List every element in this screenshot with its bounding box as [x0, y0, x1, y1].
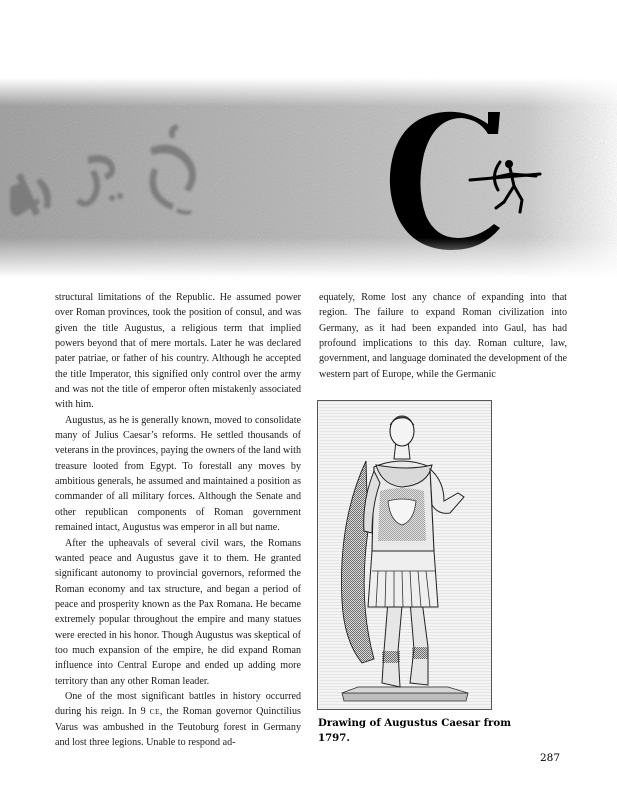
statue-drawing [318, 401, 491, 709]
paragraph [55, 689, 301, 750]
banner-background [0, 78, 617, 278]
paragraph-text: , the Roman governor Quinctilius Varus was ambushed in the Teutoburg forest in Germany and lost three legions. Unable to respond ad- [55, 706, 301, 748]
paragraph: After the upheavals of several civil wars, the Romans wanted peace and Augustus gave it to them. He granted significant autonomy to provincial governors, reformed the Roman economy and tax structure, and began a period of peace and prosperity known as the Pax Romana. He became extremely popular throughout the empire and many statues were erected in his honor. Though Augustus was skeptical of too much expansion of the empire, he did expand Roman influence into Central Europe and ended up adding more territory than any other Roman leader. [55, 537, 301, 687]
era-abbreviation: CE [149, 707, 160, 717]
paragraph: equately, Rome lost any chance of expanding into that region. The failure to expand Roman civilization into Germany, as it had been expanded into Gaul, has had profound implications to this day. Roman culture, law, government, and language dominated the development of the western part of Europe, while the Germanic [319, 292, 567, 380]
chapter-banner [0, 78, 617, 278]
paragraph: structural limitations of the Republic. He assumed power over Roman provinces, took the position of consul, and was given the title Augustus, a religious term that implied powers beyond that of mere mortals. Later he was declared pater patriae, or father of his country. Although he accepted the title Imperator, this signified only control over the army and was not the title of emperor often mistakenly associated with him. [55, 292, 301, 411]
paragraph-text: One of the most significant battles in history occurred during his reign. In 9 [55, 690, 301, 718]
page-number: 287 [540, 752, 561, 764]
paragraph: Augustus, as he is generally known, moved to consolidate many of Julius Caesar’s reforms. He settled thousands of veterans in the provinces, paying the owners of the land with treasure looted from Egypt. To forestall any moves by ambitious generals, he assumed and maintained a position as commander of all military forces. Although the Senate and other republican components of Roman government remained intact, Augustus was emperor in all but name. [55, 414, 301, 534]
figure-caption: Drawing of Augustus Caesar from 1797. [318, 717, 511, 744]
body-column-left [55, 290, 301, 750]
body-column-right [319, 290, 567, 382]
augustus-statue-illustration [317, 400, 492, 710]
